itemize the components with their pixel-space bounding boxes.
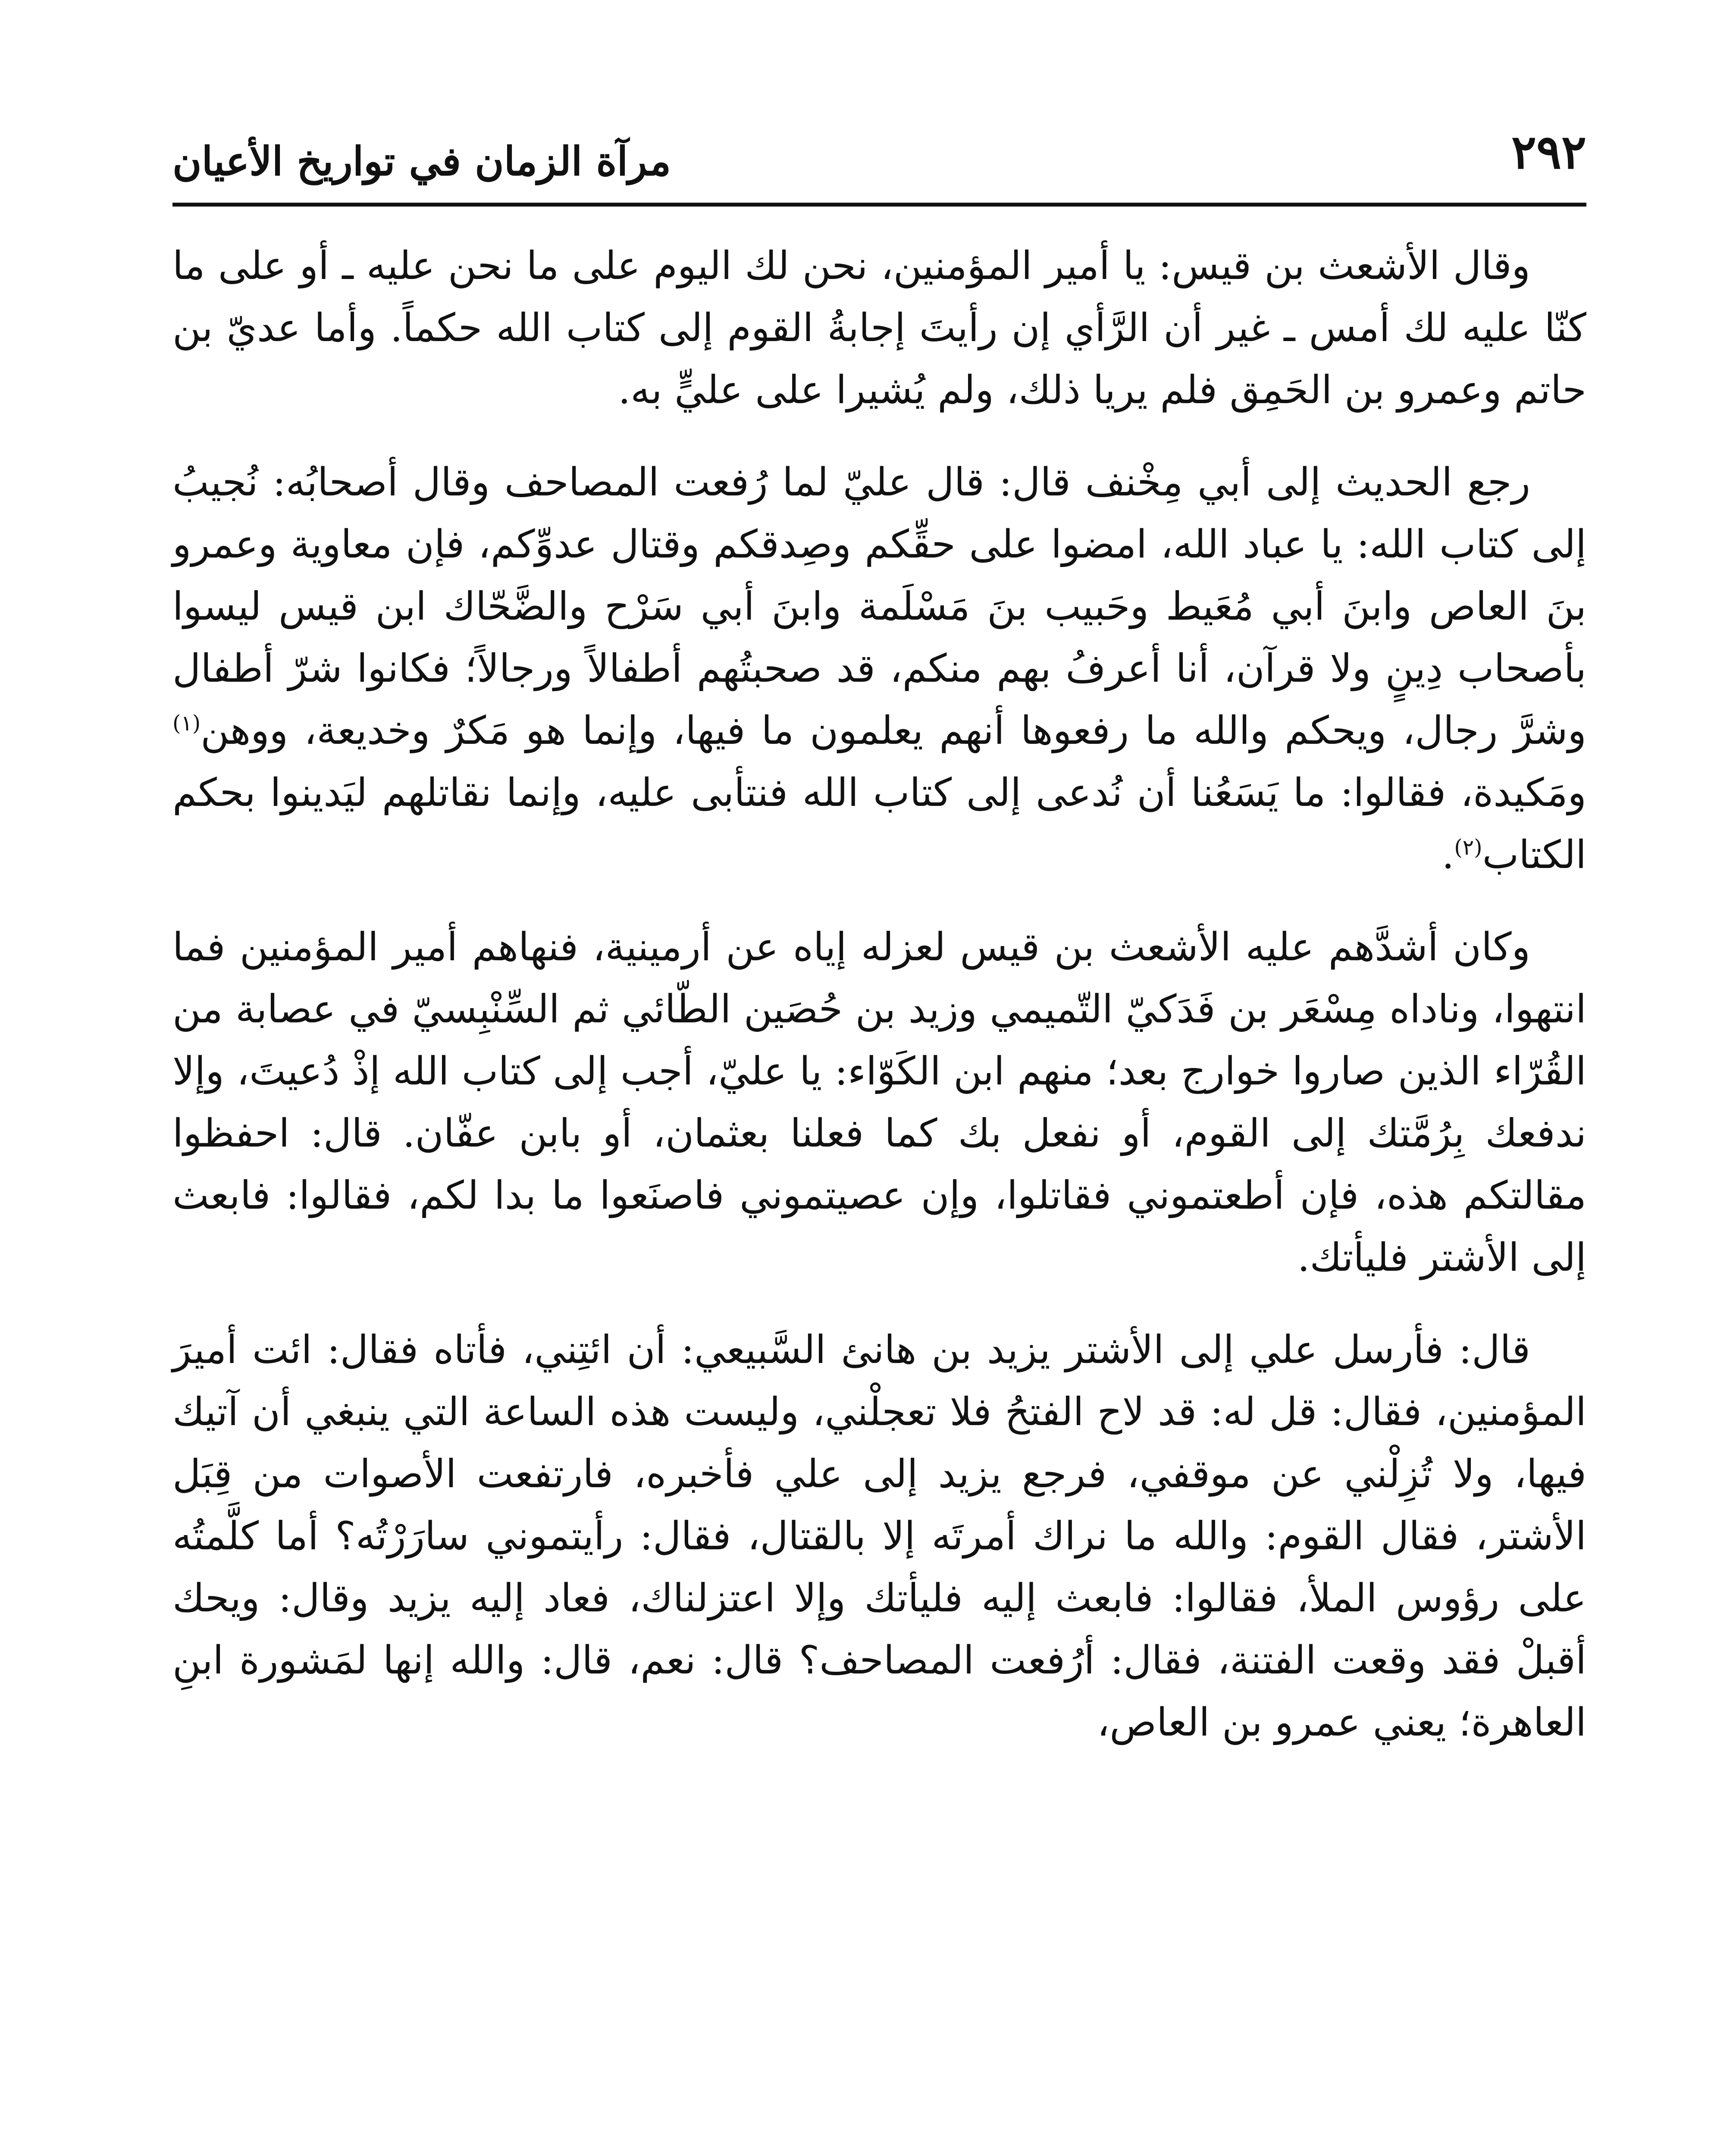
body-text (172, 235, 1586, 1784)
paragraph-2-text-b: ومَكيدة، فقالوا: ما يَسَعُنا أن نُدعى إلى كتاب الله فنتأبى عليه، وإنما نقاتلهم ليَدينوا بحكم الكتاب (172, 770, 1586, 877)
paragraph-4: قال: فأرسل علي إلى الأشتر يزيد بن هانئ السَّبيعي: أن ائتِني، فأتاه فقال: ائت أميرَ المؤمنين، فقال: قل له: قد لاح الفتحُ فلا تعجلْني، وليست هذه الساعة التي ينبغي أن آتيك فيها، ولا تُزِلْني عن موقفي، فرجع يزيد إلى علي فأخبره، فارتفعت الأصوات من قِبَل الأشتر، فقال القوم: والله ما نراك أمرتَه إلا بالقتال، فقال: رأيتموني سارَرْتُه؟ أما كلَّمتُه على رؤوس الملأ، فقالوا: فابعث إليه فليأتك وإلا اعتزلناك، فعاد إليه يزيد وقال: ويحك أقبلْ فقد وقعت الفتنة، فقال: أرُفعت المصاحف؟ قال: نعم، قال: والله إنها لمَشورة ابنِ العاهرة؛ يعني عمرو بن العاص، (172, 1327, 1586, 1745)
paragraph-1: وقال الأشعث بن قيس: يا أمير المؤمنين، نحن لك اليوم على ما نحن عليه ـ أو على ما كنّا عليه لك أمس ـ غير أن الرَّأي إن رأيتَ إجابةُ القوم إلى كتاب الله حكماً. وأما عديّ بن حاتم وعمرو بن الحَمِق فلم يريا ذلك، ولم يُشيرا على عليٍّ به. (172, 243, 1586, 413)
page-header (172, 116, 1586, 207)
running-title: مرآة الزمان في تواريخ الأعيان (172, 138, 671, 185)
page-number: ٢٩٢ (1511, 125, 1586, 179)
paragraph-2-text-c: . (1442, 832, 1454, 877)
footnote-ref-2: (٢) (1454, 835, 1482, 860)
footnote-ref-1: (١) (172, 711, 201, 736)
paragraph-2-text-a: رجع الحديث إلى أبي مِخْنف قال: قال عليّ لما رُفعت المصاحف وقال أصحابُه: نُجيبُ إلى كتاب الله: يا عباد الله، امضوا على حقِّكم وصِدقكم وقتال عدوِّكم، فإن معاوية وعمرو بنَ العاص وابنَ أبي مُعَيط وحَبيب بنَ مَسْلَمة وابنَ أبي سَرْح والضَّحّاك ابن قيس ليسوا بأصحاب دِينٍ ولا قرآن، أنا أعرفُ بهم منكم، قد صحبتُهم أطفالاً ورجالاً؛ فكانوا شرّ أطفال وشرَّ رجال، ويحكم والله ما رفعوها أنهم يعلمون ما فيها، وإنما هو مَكرٌ وخديعة، ووهن (172, 460, 1586, 753)
paragraph-2 (172, 451, 1586, 886)
paragraph-3: وكان أشدَّهم عليه الأشعث بن قيس لعزله إياه عن أرمينية، فنهاهم أمير المؤمنين فما انتهوا، وناداه مِسْعَر بن فَدَكيّ التّميمي وزيد بن حُصَين الطّائي ثم السِّنْبِسيّ في عصابة من القُرّاء الذين صاروا خوارج بعد؛ منهم ابن الكَوّاء: يا عليّ، أجب إلى كتاب الله إذْ دُعيتَ، وإلا ندفعك بِرُمَّتك إلى القوم، أو نفعل بك كما فعلنا بعثمان، أو بابن عفّان. قال: احفظوا مقالتكم هذه، فإن أطعتموني فقاتلوا، وإن عصيتموني فاصنَعوا ما بدا لكم، فقالوا: فابعث إلى الأشتر فليأتك. (172, 924, 1586, 1280)
